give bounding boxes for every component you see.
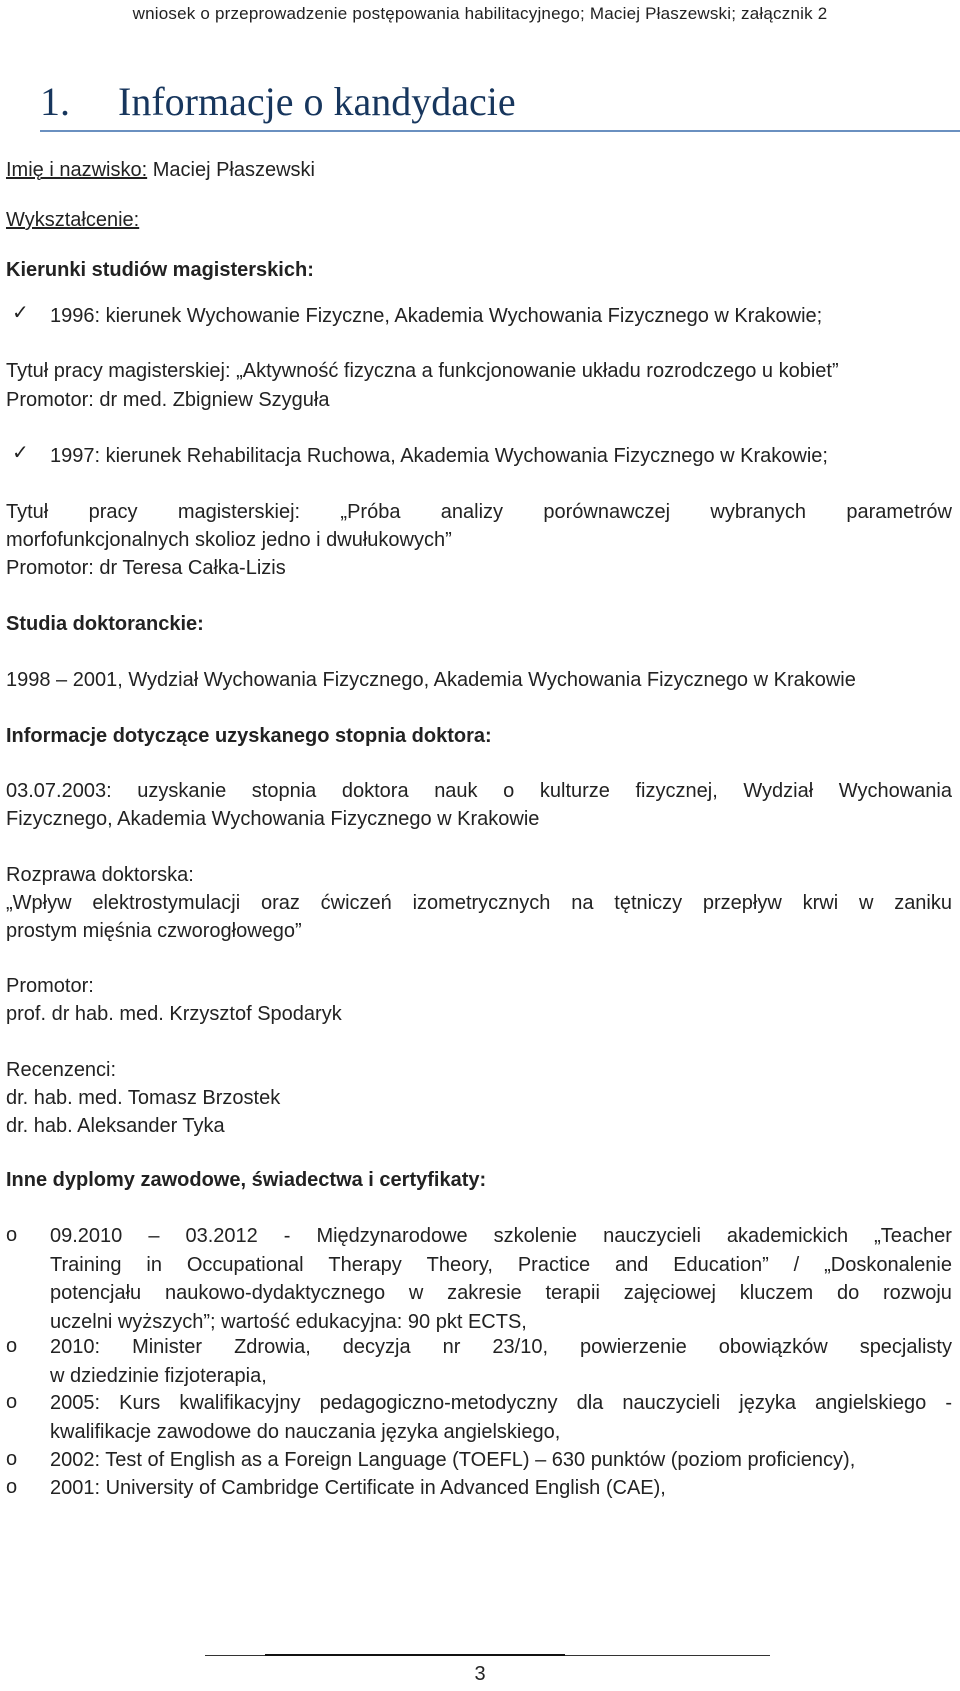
dissertation-title — [6, 889, 952, 945]
word: Wydział — [743, 780, 814, 802]
word: akademickich — [726, 1225, 849, 1247]
word: „Próba — [340, 501, 401, 523]
word: analizy — [440, 501, 504, 523]
word: nr — [442, 1336, 461, 1358]
name-value: Maciej Płaszewski — [152, 159, 315, 181]
word: nauczycieli — [603, 1225, 701, 1247]
justified-line — [6, 777, 952, 805]
word: - — [283, 1225, 291, 1247]
list-item-last-line: w dziedzinie fizjoterapia, — [50, 1364, 267, 1387]
justified-line — [50, 1389, 952, 1418]
word: Training — [50, 1253, 122, 1276]
word: stopnia — [251, 780, 317, 802]
word: Zdrowia, — [234, 1336, 311, 1358]
word: / — [793, 1253, 800, 1276]
section-heading — [40, 78, 960, 132]
list-item — [50, 1333, 952, 1390]
justified-line — [6, 498, 952, 526]
list-bullet-icon: o — [6, 1335, 18, 1357]
word: and — [614, 1253, 649, 1276]
word: zajęciowej — [623, 1282, 716, 1304]
word: „Teacher — [874, 1225, 952, 1247]
word: - — [945, 1392, 952, 1414]
list-item — [50, 1222, 952, 1336]
thesis-title: „Aktywność fizyczna a funkcjonowanie układu rozrodczego u kobiet” — [236, 360, 839, 382]
list-item-last-line: kwalifikacje zawodowe do nauczania języka angielskiego, — [50, 1420, 561, 1443]
word: Wychowania — [838, 780, 952, 802]
word: obowiązków — [718, 1336, 828, 1358]
justified-line — [6, 889, 952, 917]
word: doktora — [341, 780, 409, 802]
checkmark-icon: ✓ — [12, 302, 29, 324]
word: wybranych — [710, 501, 807, 523]
section-title: Informacje o kandydacie — [118, 79, 516, 124]
justified-line — [50, 1222, 952, 1251]
word: „Doskonalenie — [824, 1253, 952, 1276]
list-item-last-line: 2001: University of Cambridge Certificate in Advanced English (CAE), — [50, 1477, 666, 1499]
justified-line — [50, 1279, 952, 1308]
word: „Wpływ — [6, 892, 72, 914]
word: Tytuł — [6, 501, 49, 523]
masters-thesis-1 — [6, 357, 839, 385]
word: 2005: — [50, 1392, 101, 1414]
word: fizycznej, — [635, 780, 718, 802]
word: elektrostymulacji — [92, 892, 241, 914]
word: ćwiczeń — [320, 892, 392, 914]
page-number: 3 — [474, 1663, 486, 1685]
word: na — [571, 892, 594, 914]
thesis-label: Tytuł pracy magisterskiej: — [6, 360, 231, 382]
word: pedagogiczno-metodyczny — [319, 1392, 558, 1414]
word: o — [503, 780, 515, 802]
word: w — [408, 1282, 424, 1304]
word: 09.2010 — [50, 1225, 123, 1247]
name-line — [6, 156, 315, 184]
word: języka — [739, 1392, 796, 1414]
promoter-label: Promotor: — [6, 975, 94, 997]
masters-heading: Kierunki studiów magisterskich: — [6, 259, 314, 281]
word: Theory, — [426, 1253, 493, 1276]
word: 03.2012 — [185, 1225, 258, 1247]
justified-line — [50, 1333, 952, 1362]
doctorate-line-2: Fizycznego, Akademia Wychowania Fizycznego w Krakowie — [6, 808, 540, 830]
masters-promoter-1: Promotor: dr med. Zbigniew Szyguła — [6, 389, 330, 411]
word: do — [836, 1282, 860, 1304]
word: Kurs — [119, 1392, 161, 1414]
word: dla — [576, 1392, 604, 1414]
justified-line — [50, 1251, 952, 1280]
word: porównawczej — [543, 501, 671, 523]
word: angielskiego — [815, 1392, 927, 1414]
word: pracy — [88, 501, 138, 523]
word: przepływ — [702, 892, 782, 914]
word: Practice — [517, 1253, 591, 1276]
doctoral-studies-text: 1998 – 2001, Wydział Wychowania Fizycznego, Akademia Wychowania Fizycznego w Krakowie — [6, 669, 856, 691]
word: w — [858, 892, 874, 914]
word: izometrycznych — [412, 892, 551, 914]
list-item — [50, 1474, 952, 1503]
dissertation-label: Rozprawa doktorska: — [6, 864, 194, 886]
list-item — [50, 1389, 952, 1446]
other-heading: Inne dyplomy zawodowe, świadectwa i certyfikaty: — [6, 1169, 487, 1191]
doctorate-text — [6, 777, 952, 833]
masters-thesis-2 — [6, 498, 952, 554]
doctorate-heading: Informacje dotyczące uzyskanego stopnia doktora: — [6, 725, 492, 747]
masters-entry-2: 1997: kierunek Rehabilitacja Ruchowa, Akademia Wychowania Fizycznego w Krakowie; — [50, 445, 828, 467]
list-item-last-line: 2002: Test of English as a Foreign Language (TOEFL) – 630 punktów (poziom proficiency), — [50, 1449, 856, 1471]
footer-rule — [205, 1655, 770, 1656]
word: nauk — [434, 780, 478, 802]
thesis-line-2: morfofunkcjonalnych skolioz jedno i dwułukowych” — [6, 529, 452, 551]
word: Education” — [673, 1253, 769, 1276]
reviewers-label: Recenzenci: — [6, 1059, 117, 1081]
word: Therapy — [328, 1253, 402, 1276]
masters-promoter-2: Promotor: dr Teresa Całka-Lizis — [6, 557, 286, 579]
word: potencjału — [50, 1282, 142, 1304]
word: zaniku — [894, 892, 952, 914]
education-label: Wykształcenie: — [6, 209, 140, 231]
list-bullet-icon: o — [6, 1448, 18, 1470]
name-label: Imię i nazwisko: — [6, 159, 148, 181]
word: kulturze — [539, 780, 610, 802]
dissertation-line-2: prostym mięśnia czworogłowego” — [6, 920, 302, 942]
word: – — [148, 1225, 160, 1247]
running-header: wniosek o przeprowadzenie postępowania habilitacyjnego; Maciej Płaszewski; załącznik 2 — [132, 4, 828, 23]
list-item-last-line: uczelni wyższych”; wartość edukacyjna: 90 pkt ECTS, — [50, 1310, 527, 1333]
word: szkolenie — [493, 1225, 578, 1247]
word: Occupational — [186, 1253, 304, 1276]
word: oraz — [260, 892, 300, 914]
masters-entry-1: 1996: kierunek Wychowanie Fizyczne, Akademia Wychowania Fizycznego w Krakowie; — [50, 305, 823, 327]
word: magisterskiej: — [177, 501, 301, 523]
word: decyzja — [342, 1336, 411, 1358]
word: zakresie — [447, 1282, 522, 1304]
word: Minister — [132, 1336, 203, 1358]
reviewer-1: dr. hab. med. Tomasz Brzostek — [6, 1087, 281, 1109]
list-item — [50, 1446, 952, 1475]
promoter-name: prof. dr hab. med. Krzysztof Spodaryk — [6, 1003, 342, 1025]
reviewer-2: dr. hab. Aleksander Tyka — [6, 1115, 225, 1137]
word: uzyskanie — [137, 780, 227, 802]
word: terapii — [545, 1282, 600, 1304]
word: 23/10, — [492, 1336, 548, 1358]
word: 2010: — [50, 1336, 101, 1358]
checkmark-icon: ✓ — [12, 442, 29, 464]
word: Międzynarodowe — [316, 1225, 468, 1247]
word: parametrów — [846, 501, 952, 523]
section-number: 1. — [40, 79, 70, 124]
word: specjalisty — [859, 1336, 952, 1358]
word: kwalifikacyjny — [179, 1392, 301, 1414]
word: krwi — [802, 892, 839, 914]
word: naukowo-dydaktycznego — [164, 1282, 386, 1304]
word: tętniczy — [614, 892, 683, 914]
word: rozwoju — [883, 1282, 952, 1304]
list-bullet-icon: o — [6, 1224, 18, 1246]
word: powierzenie — [580, 1336, 687, 1358]
doctoral-studies-heading: Studia doktoranckie: — [6, 613, 204, 635]
word: in — [146, 1253, 162, 1276]
word: 03.07.2003: — [6, 780, 112, 802]
list-bullet-icon: o — [6, 1391, 18, 1413]
word: nauczycieli — [622, 1392, 721, 1414]
list-bullet-icon: o — [6, 1476, 18, 1498]
word: kluczem — [739, 1282, 814, 1304]
